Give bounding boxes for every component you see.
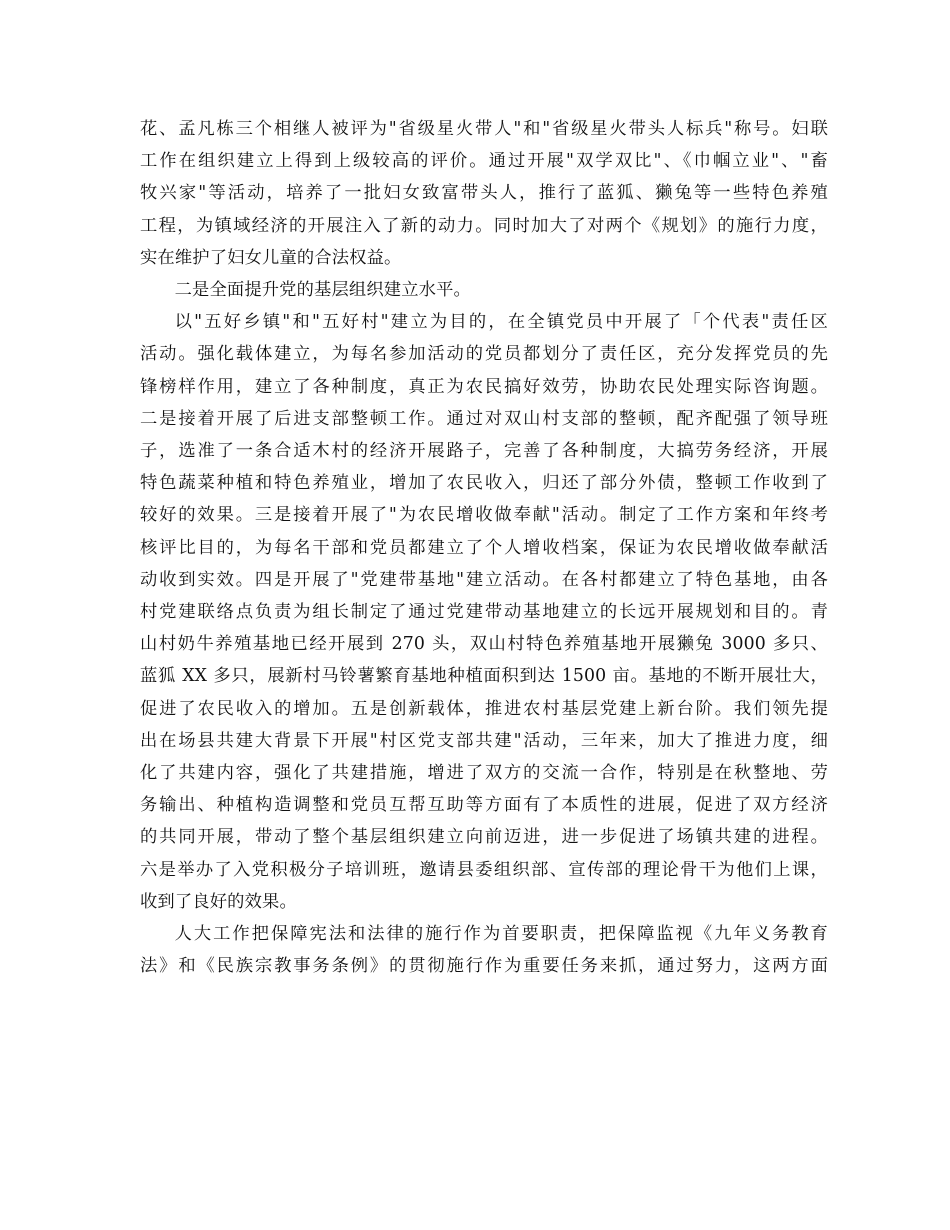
text-line: 子，选准了一条合适木村的经济开展路子，完善了各种制度，大搞劳务经济，开展 — [140, 441, 828, 462]
text-line: 特色蔬菜种植和特色养殖业，增加了农民收入，归还了部分外债，整顿工作收到了 — [140, 473, 828, 494]
text-line: 二是全面提升党的基层组织建立水平。 — [174, 280, 471, 301]
text-line: 以"五好乡镇"和"五好村"建立为目的，在全镇党员中开展了「个代表"责任区 — [174, 312, 828, 333]
paragraph-women-federation — [140, 113, 828, 274]
paragraph-npc-work — [140, 918, 828, 982]
text-line: 六是举办了入党积极分子培训班，邀请县委组织部、宣传部的理论骨干为他们上课， — [140, 859, 828, 880]
text-line: 牧兴家"等活动，培养了一批妇女致富带头人，推行了蓝狐、獭兔等一些特色养殖 — [140, 183, 828, 204]
text-line: 出在场县共建大背景下开展"村区党支部共建"活动，三年来，加大了推进力度，细 — [140, 730, 828, 751]
text-line: 务输出、种植构造调整和党员互帮互助等方面有了本质性的进展，促进了双方经济 — [140, 795, 828, 816]
text-line: 二是接着开展了后进支部整顿工作。通过对双山村支部的整顿，配齐配强了领导班 — [140, 408, 828, 429]
text-line: 活动。强化载体建立，为每名参加活动的党员都划分了责任区，充分发挥党员的先 — [140, 344, 828, 365]
text-line: 实在维护了妇女儿童的合法权益。 — [140, 247, 402, 268]
text-line: 收到了良好的效果。 — [140, 891, 297, 912]
text-line: 较好的效果。三是接着开展了"为农民增收做奉献"活动。制定了工作方案和年终考 — [140, 505, 828, 526]
text-line: 工程，为镇域经济的开展注入了新的动力。同时加大了对两个《规划》的施行力度， — [140, 215, 828, 236]
text-line: 工作在组织建立上得到上级较高的评价。通过开展"双学双比"、《巾帼立业"、"畜 — [140, 151, 828, 172]
text-line: 锋榜样作用，建立了各种制度，真正为农民搞好效劳，协助农民处理实际咨询题。 — [140, 376, 828, 397]
text-line: 蓝狐 XX 多只，展新村马铃薯繁育基地种植面积到达 1500 亩。基地的不断开展壮大， — [140, 666, 828, 687]
text-line: 的共同开展，带动了整个基层组织建立向前迈进，进一步促进了场镇共建的进程。 — [140, 827, 828, 848]
section-heading-party-organization — [140, 274, 828, 306]
document-body — [140, 113, 828, 982]
text-line: 动收到实效。四是开展了"党建带基地"建立活动。在各村都建立了特色基地，由各 — [140, 569, 828, 590]
text-line: 促进了农民收入的增加。五是创新载体，推进农村基层党建上新台阶。我们领先提 — [140, 698, 828, 719]
text-line: 化了共建内容，强化了共建措施，增进了双方的交流一合作，特别是在秋整地、劳 — [140, 763, 828, 784]
text-line: 花、孟凡栋三个相继人被评为"省级星火带人"和"省级星火带头人标兵"称号。妇联 — [140, 119, 828, 139]
text-line: 山村奶牛养殖基地已经开展到 270 头，双山村特色养殖基地开展獭兔 3000 多只、 — [140, 634, 828, 655]
text-line: 法》和《民族宗教事务条例》的贯彻施行作为重要任务来抓，通过努力，这两方面 — [140, 956, 828, 977]
text-line: 核评比目的，为每名干部和党员都建立了个人增收档案，保证为农民增收做奉献活 — [140, 537, 828, 558]
paragraph-party-building — [140, 306, 828, 918]
text-line: 人大工作把保障宪法和法律的施行作为首要职责，把保障监视《九年义务教育 — [174, 924, 828, 945]
text-line: 村党建联络点负责为组长制定了通过党建带动基地建立的长远开展规划和目的。青 — [140, 602, 828, 623]
